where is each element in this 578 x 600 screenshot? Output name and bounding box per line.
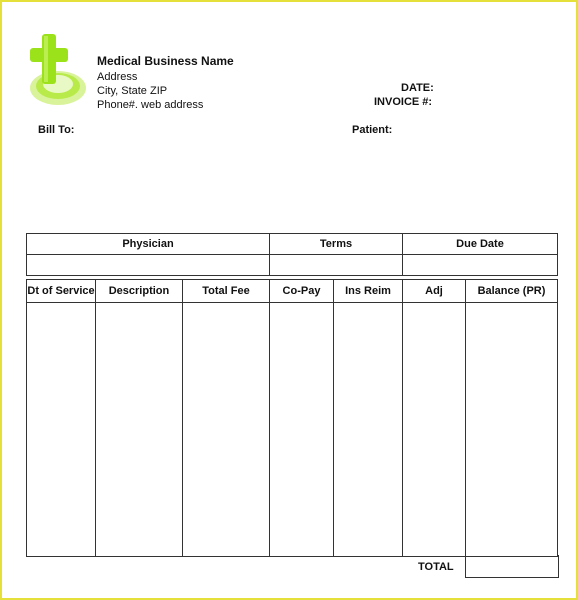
medical-cross-icon: [24, 32, 88, 108]
terms-cell[interactable]: [270, 255, 403, 276]
adj-cell[interactable]: [403, 303, 466, 557]
physician-cell[interactable]: [27, 255, 270, 276]
business-city: City, State ZIP: [97, 85, 168, 97]
total-value-box[interactable]: [465, 555, 559, 578]
ins-reim-cell[interactable]: [334, 303, 403, 557]
patient-label: Patient:: [352, 124, 393, 136]
column-due-date: Due Date: [403, 234, 558, 255]
dt-of-service-cell[interactable]: [27, 303, 96, 557]
business-address: Address: [97, 71, 138, 83]
business-name: Medical Business Name: [97, 54, 234, 68]
description-cell[interactable]: [96, 303, 183, 557]
bill-to-label: Bill To:: [38, 124, 75, 136]
business-contact: Phone#. web address: [97, 99, 204, 111]
balance-cell[interactable]: [466, 303, 558, 557]
due-date-cell[interactable]: [403, 255, 558, 276]
column-adj: Adj: [403, 280, 466, 303]
service-items-table: [26, 279, 558, 557]
physician-terms-table: [26, 233, 558, 276]
business-info: [97, 54, 234, 112]
column-total-fee: Total Fee: [183, 280, 270, 303]
column-co-pay: Co-Pay: [270, 280, 334, 303]
column-dt-of-service: Dt of Service: [27, 280, 96, 303]
total-label: TOTAL: [418, 561, 454, 573]
column-description: Description: [96, 280, 183, 303]
co-pay-cell[interactable]: [270, 303, 334, 557]
column-balance: Balance (PR): [466, 280, 558, 303]
column-terms: Terms: [270, 234, 403, 255]
column-physician: Physician: [27, 234, 270, 255]
total-fee-cell[interactable]: [183, 303, 270, 557]
column-ins-reim: Ins Reim: [334, 280, 403, 303]
invoice-number-label: INVOICE #:: [374, 96, 433, 108]
date-label: DATE:: [401, 82, 434, 94]
